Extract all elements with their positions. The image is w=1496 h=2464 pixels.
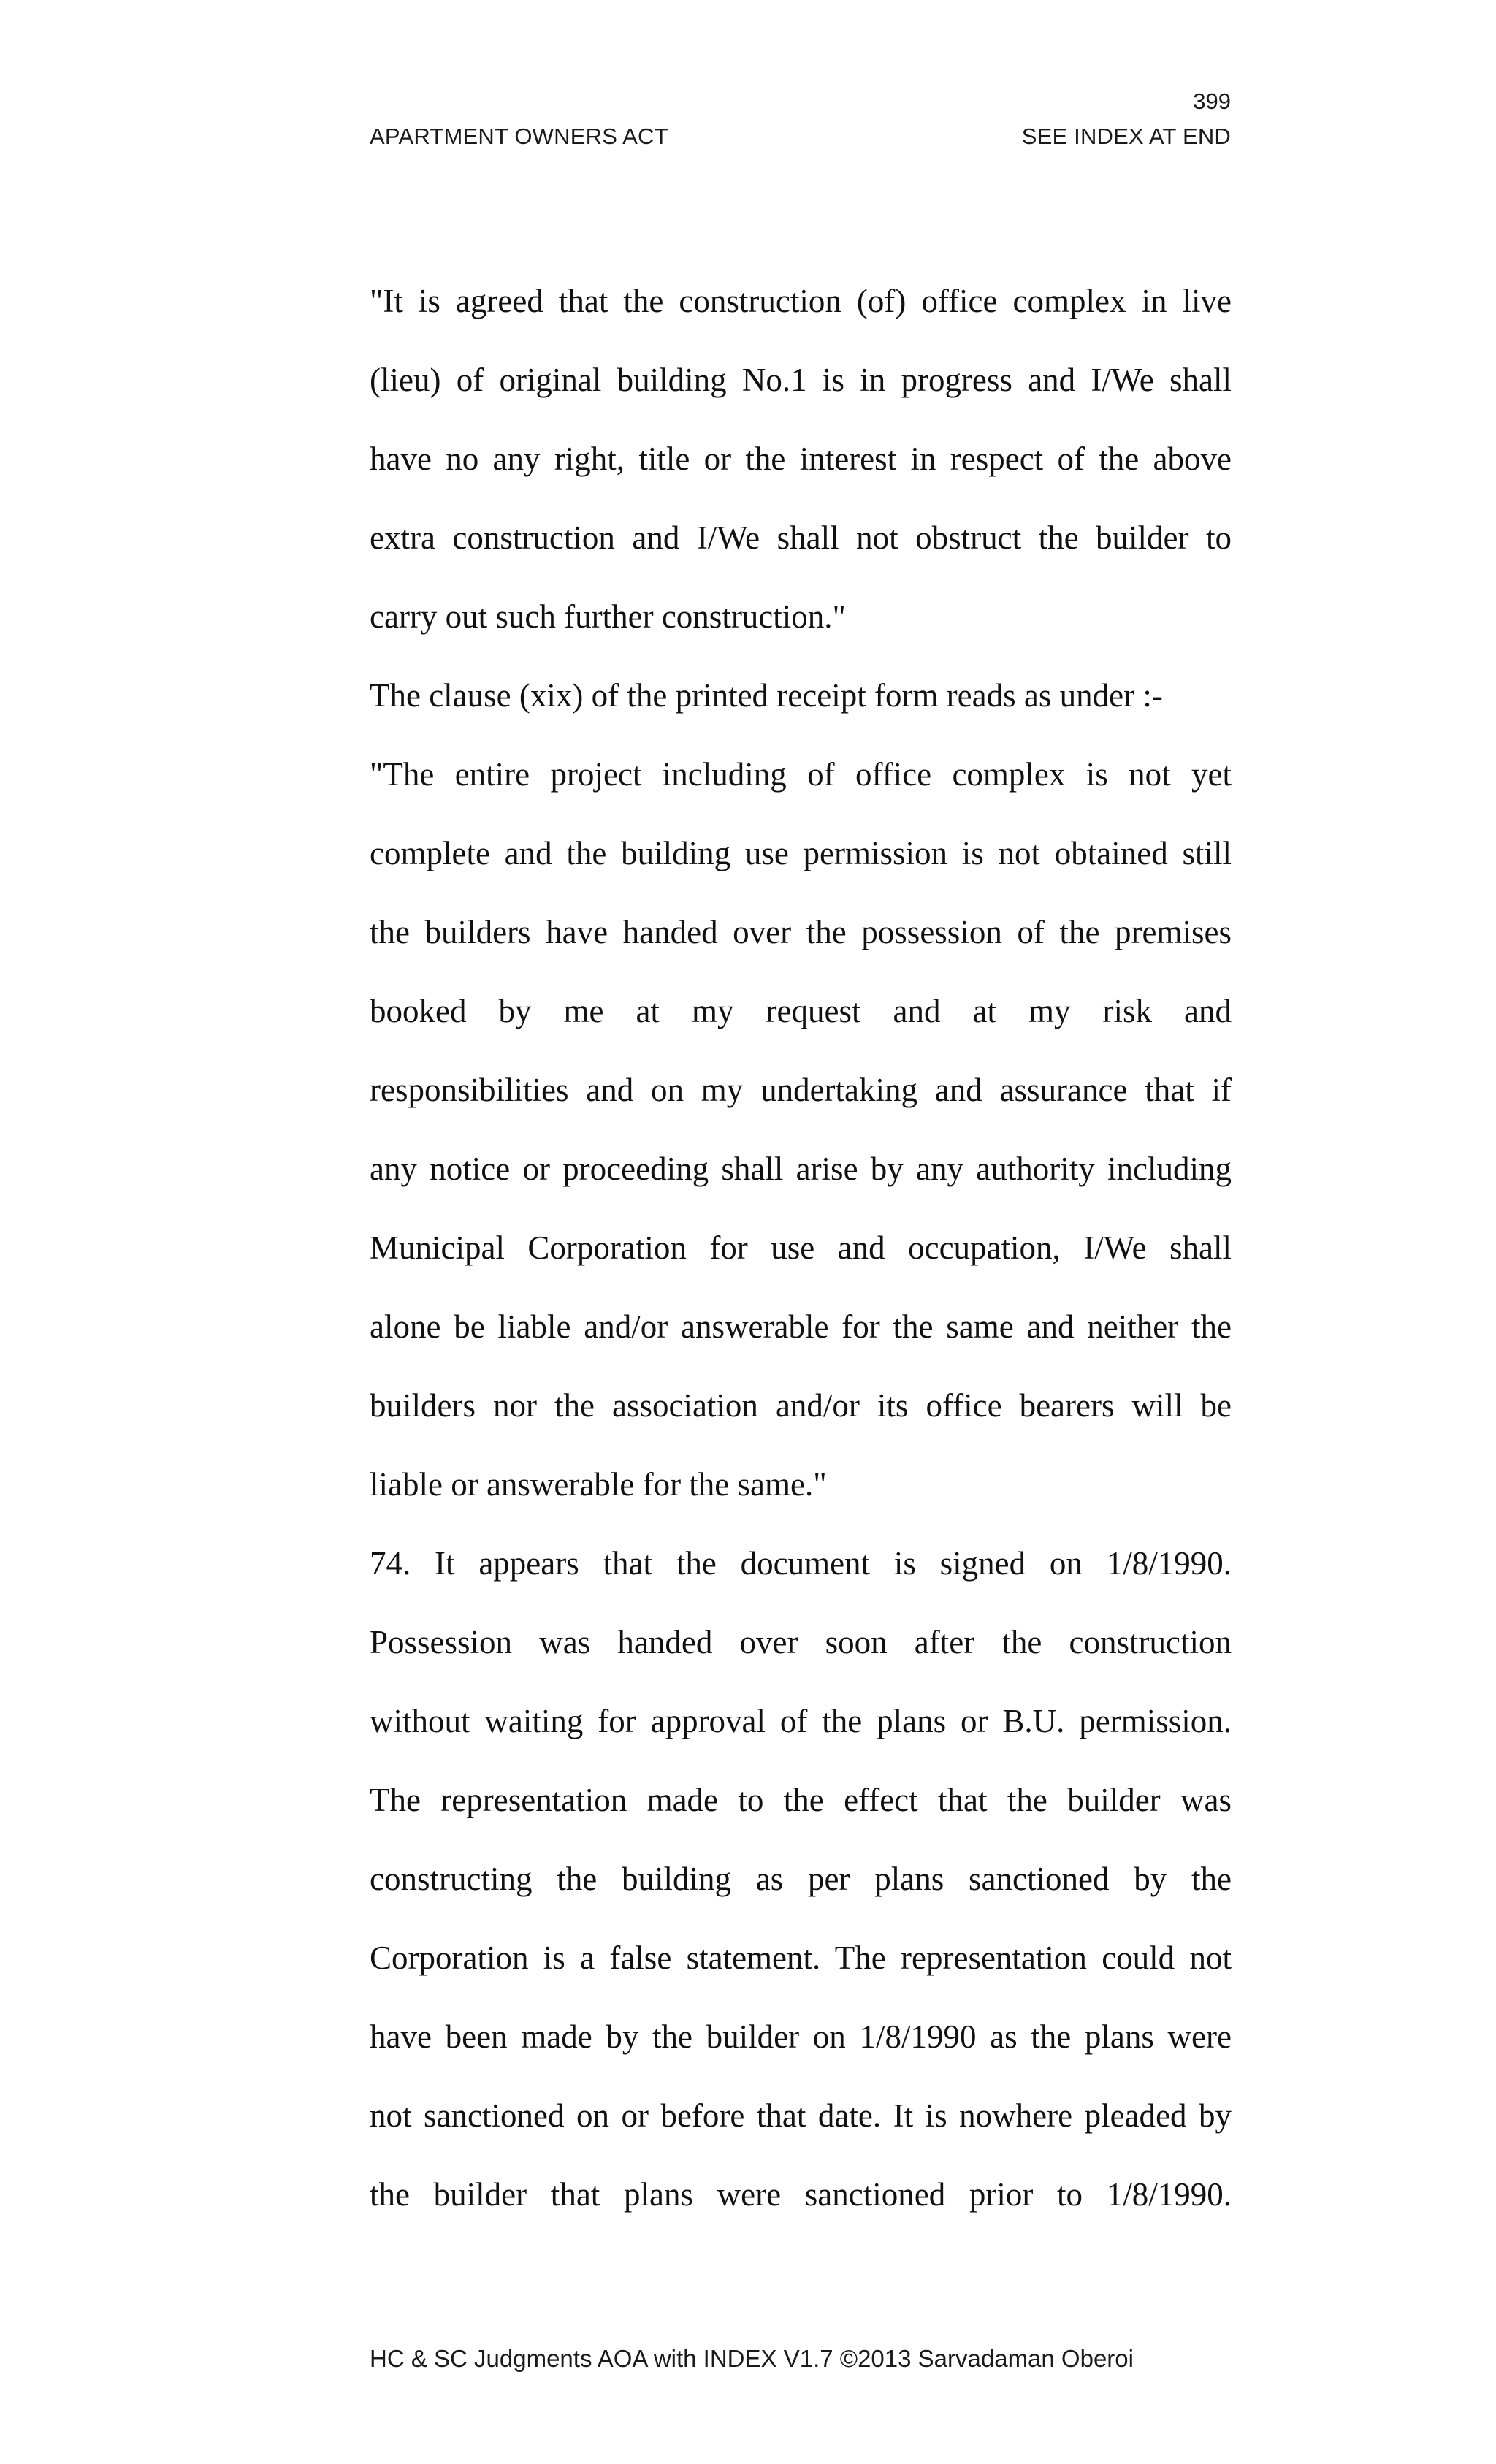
running-title: APARTMENT OWNERS ACT	[370, 123, 668, 149]
text-line: have been made by the builder on 1/8/1990 as the plans were	[370, 2018, 1232, 2055]
text-line: constructing the building as per plans sanctioned by the	[370, 1861, 1232, 1897]
document-body	[370, 262, 1232, 2234]
page-footer: HC & SC Judgments AOA with INDEX V1.7 ©2013 Sarvadaman Oberoi	[370, 2345, 1134, 2372]
text-line: liable or answerable for the same."	[370, 1466, 827, 1503]
text-line: builders nor the association and/or its office bearers will be	[370, 1387, 1232, 1424]
index-note: SEE INDEX AT END	[1021, 123, 1231, 149]
text-line: "The entire project including of office complex is not yet	[370, 756, 1232, 793]
text-line: complete and the building use permission is not obtained still	[370, 835, 1232, 871]
text-line: the builders have handed over the possession of the premises	[370, 914, 1232, 950]
text-line: the builder that plans were sanctioned prior to 1/8/1990.	[370, 2176, 1232, 2213]
text-line: any notice or proceeding shall arise by any authority including	[370, 1151, 1232, 1187]
text-line: 74. It appears that the document is signed on 1/8/1990.	[370, 1545, 1232, 1582]
text-line: Corporation is a false statement. The representation could not	[370, 1939, 1232, 1976]
text-line: not sanctioned on or before that date. It is nowhere pleaded by	[370, 2097, 1232, 2134]
text-line: carry out such further construction."	[370, 598, 846, 635]
text-line: (lieu) of original building No.1 is in progress and I/We shall	[370, 362, 1232, 398]
text-line: have no any right, title or the interest in respect of the above	[370, 440, 1232, 477]
page-number: 399	[1193, 88, 1231, 114]
text-line: Possession was handed over soon after the construction	[370, 1624, 1232, 1660]
text-line: booked by me at my request and at my risk and	[370, 993, 1232, 1029]
text-line: The representation made to the effect that the builder was	[370, 1782, 1232, 1818]
text-line: "It is agreed that the construction (of) office complex in live	[370, 283, 1232, 319]
text-line: extra construction and I/We shall not obstruct the builder to	[370, 519, 1232, 556]
text-line: alone be liable and/or answerable for the same and neither the	[370, 1308, 1232, 1345]
text-line: Municipal Corporation for use and occupation, I/We shall	[370, 1229, 1232, 1266]
text-line: responsibilities and on my undertaking and assurance that if	[370, 1072, 1232, 1108]
text-line: The clause (xix) of the printed receipt form reads as under :-	[370, 677, 1163, 714]
text-line: without waiting for approval of the plans or B.U. permission.	[370, 1703, 1232, 1739]
